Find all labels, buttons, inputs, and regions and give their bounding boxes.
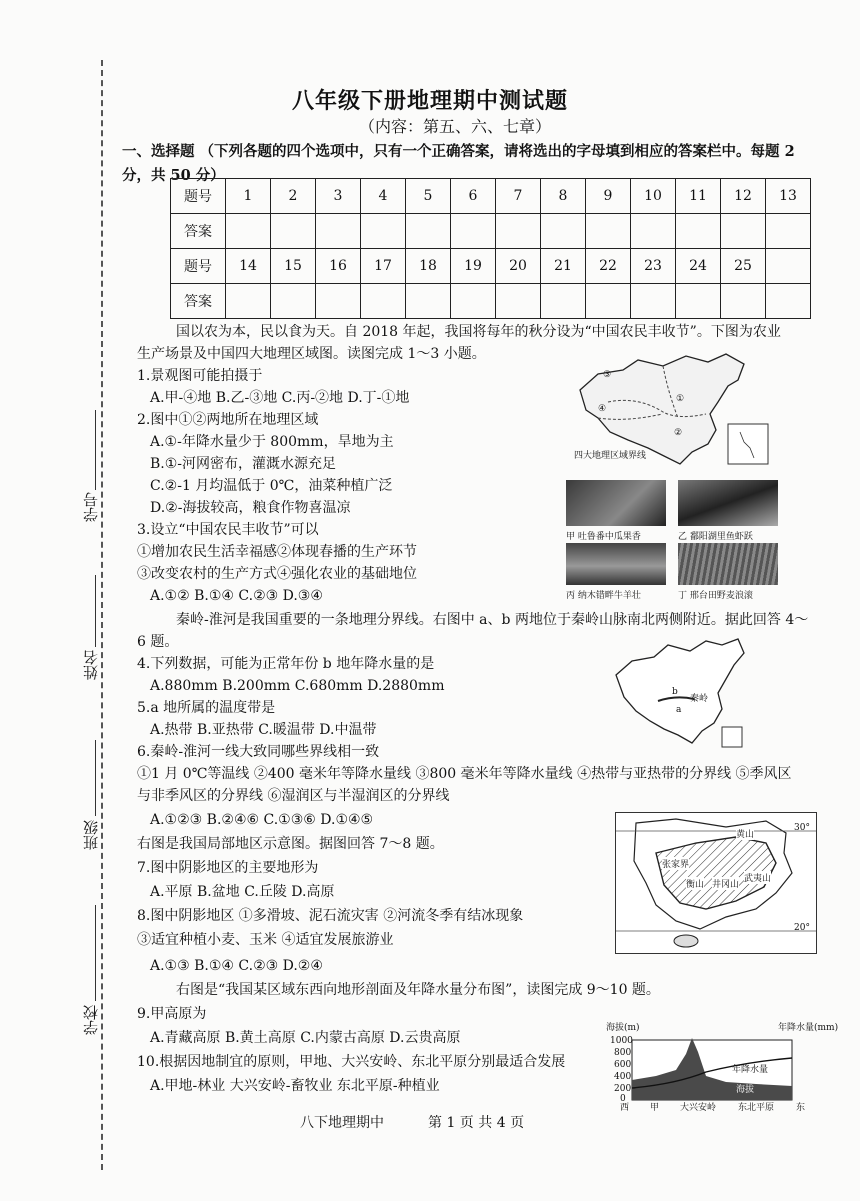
tick-label: 200 [614, 1084, 632, 1094]
right-axis-label: 年降水量(mm) [778, 1023, 839, 1033]
south-china-map [615, 812, 817, 954]
wuyishan-label: 武夷山 [744, 871, 771, 884]
question-number [766, 249, 811, 284]
answer-cell[interactable] [316, 214, 361, 249]
region-label-3: ③ [603, 370, 612, 380]
question-number: 21 [541, 249, 586, 284]
question-6-line-2: 与非季风区的分界线 ⑥湿润区与半湿润区的分界线 [137, 788, 450, 804]
intro-4: 右图是“我国某区域东西向地形剖面及年降水量分布图”，读图完成 9～10 题。 [176, 982, 660, 998]
table-row [171, 179, 811, 214]
qinling-label: 秦岭 [690, 694, 709, 704]
student-id-label: 学号 [82, 492, 100, 522]
answer-cell[interactable] [226, 214, 271, 249]
photo-bing [566, 543, 666, 585]
question-2-option-c: C.②-1 月均温低于 0℃，油菜种植广泛 [150, 478, 393, 494]
school-label: 学校 [82, 1005, 100, 1035]
answer-cell[interactable] [406, 214, 451, 249]
name-field[interactable] [95, 575, 96, 647]
page-subtitle: （内容：第五、六、七章） [358, 117, 551, 136]
tick-label: 400 [614, 1072, 632, 1082]
intro-1-line-2: 生产场景及中国四大地理区域图。读图完成 1～3 小题。 [137, 346, 486, 362]
question-8-line-2: ③适宜种植小麦、玉米 ④适宜发展旅游业 [137, 932, 394, 948]
question-5-options: A.热带 B.亚热带 C.暖温带 D.中温带 [150, 722, 377, 738]
class-field[interactable] [95, 740, 96, 816]
answer-cell[interactable] [541, 214, 586, 249]
answer-cell[interactable] [271, 284, 316, 319]
question-3-line-2: ③改变农村的生产方式④强化农业的基础地位 [137, 566, 417, 582]
region-label-2: ② [674, 428, 683, 438]
answer-cell[interactable] [361, 214, 406, 249]
qinling-map [610, 635, 750, 753]
point-a-label: a [676, 705, 682, 715]
question-1-options: A.甲-④地 B.乙-③地 C.丙-②地 D.丁-①地 [150, 390, 410, 406]
question-number: 20 [496, 249, 541, 284]
question-number: 25 [721, 249, 766, 284]
photo-ding-caption: 丁 邢台田野麦浪滚 [678, 591, 753, 601]
table-header-cell: 题号 [171, 249, 226, 284]
answer-cell[interactable] [406, 284, 451, 319]
point-b-label: b [672, 687, 678, 697]
china-regions-map [568, 352, 778, 472]
page-title: 八年级下册地理期中测试题 [291, 88, 568, 114]
region-label-1: ① [676, 394, 685, 404]
question-2-option-d: D.②-海拔较高，粮食作物喜温凉 [150, 500, 351, 516]
question-number: 15 [271, 249, 316, 284]
place-label: 甲 [650, 1103, 660, 1113]
question-3-options: A.①② B.①④ C.②③ D.③④ [150, 588, 323, 604]
question-2-option-a: A.①-年降水量少于 800mm，旱地为主 [150, 434, 394, 450]
class-label: 班级 [82, 820, 100, 850]
rain-series-label: 年降水量 [732, 1065, 769, 1075]
answer-cell[interactable] [541, 284, 586, 319]
question-number: 19 [451, 249, 496, 284]
answer-cell[interactable] [451, 214, 496, 249]
question-10-option-a: A.甲地-林业 大兴安岭-畜牧业 东北平原-种植业 [150, 1078, 440, 1094]
west-label: 西 [620, 1103, 630, 1113]
footer-title: 八下地理期中 [300, 1115, 384, 1131]
question-number: 7 [496, 179, 541, 214]
question-7-options: A.平原 B.盆地 C.丘陵 D.高原 [150, 884, 335, 900]
page-number: 第 1 页 共 4 页 [428, 1115, 525, 1131]
answer-cell[interactable] [676, 284, 721, 319]
photo-yi-caption: 乙 鄱阳湖里鱼虾跃 [678, 532, 753, 542]
question-9-options: A.青藏高原 B.黄土高原 C.内蒙古高原 D.云贵高原 [150, 1030, 461, 1046]
answer-cell[interactable] [226, 284, 271, 319]
name-label: 姓名 [82, 650, 100, 680]
binding-dashed-line [101, 60, 103, 1170]
answer-cell[interactable] [361, 284, 406, 319]
question-number: 11 [676, 179, 721, 214]
question-number: 4 [361, 179, 406, 214]
question-8-options: A.①③ B.①④ C.②③ D.②④ [150, 958, 323, 974]
question-4-options: A.880mm B.200mm C.680mm D.2880mm [150, 678, 445, 694]
question-3-line-1: ①增加农民生活幸福感②体现春播的生产环节 [137, 544, 417, 560]
answer-cell[interactable] [676, 214, 721, 249]
answer-cell[interactable] [586, 284, 631, 319]
altitude-series-label: 海拔 [736, 1085, 755, 1095]
table-row [171, 284, 811, 319]
question-number: 10 [631, 179, 676, 214]
answer-cell[interactable] [271, 214, 316, 249]
east-label: 东 [796, 1103, 806, 1113]
question-number: 9 [586, 179, 631, 214]
question-10-stem: 10.根据因地制宜的原则，甲地、大兴安岭、东北平原分别最适合发展 [137, 1054, 566, 1070]
answer-cell[interactable] [451, 284, 496, 319]
map-legend: 四大地理区域界线 [574, 451, 647, 461]
photo-jia-caption: 甲 吐鲁番中瓜果香 [566, 532, 641, 542]
answer-cell[interactable] [766, 284, 811, 319]
tick-label: 600 [614, 1060, 632, 1070]
photo-yi [678, 480, 778, 526]
zhangjiajie-label: 张家界 [662, 857, 689, 870]
question-2-option-b: B.①-河网密布，灌溉水源充足 [150, 456, 337, 472]
answer-cell[interactable] [721, 284, 766, 319]
answer-table [170, 178, 811, 319]
answer-cell[interactable] [766, 214, 811, 249]
table-row [171, 214, 811, 249]
question-number: 17 [361, 249, 406, 284]
question-3-stem: 3.设立“中国农民丰收节”可以 [137, 522, 319, 538]
question-number: 5 [406, 179, 451, 214]
photo-ding [678, 543, 778, 585]
question-6-stem: 6.秦岭-淮河一线大致同哪些界线相一致 [137, 744, 380, 760]
tick-label: 800 [614, 1048, 632, 1058]
question-4-stem: 4.下列数据，可能为正常年份 b 地年降水量的是 [137, 656, 435, 672]
answer-cell[interactable] [496, 284, 541, 319]
question-5-stem: 5.a 地所属的温度带是 [137, 700, 276, 716]
student-id-field[interactable] [95, 410, 96, 490]
question-number: 2 [271, 179, 316, 214]
intro-2-line-2: 6 题。 [137, 634, 179, 650]
question-number: 23 [631, 249, 676, 284]
answer-cell[interactable] [721, 214, 766, 249]
latitude-30-label: 30° [794, 823, 810, 833]
question-number: 6 [451, 179, 496, 214]
question-8-stem: 8.图中阴影地区 ①多滑坡、泥石流灾害 ②河流冬季有结冰现象 [137, 908, 524, 924]
answer-cell[interactable] [316, 284, 361, 319]
intro-1-line-1: 国以农为本，民以食为天。自 2018 年起，我国将每年的秋分设为“中国农民丰收节”。下图为农业 [176, 324, 781, 340]
question-number: 1 [226, 179, 271, 214]
question-7-stem: 7.图中阴影地区的主要地形为 [137, 860, 319, 876]
school-field[interactable] [95, 905, 96, 1001]
table-header-cell: 题号 [171, 179, 226, 214]
question-number: 12 [721, 179, 766, 214]
answer-cell[interactable] [631, 284, 676, 319]
left-axis-label: 海拔(m) [606, 1023, 640, 1033]
tick-label: 1000 [610, 1036, 633, 1046]
place-label: 大兴安岭 [680, 1103, 717, 1113]
question-number: 16 [316, 249, 361, 284]
question-number: 14 [226, 249, 271, 284]
question-1-stem: 1.景观图可能拍摄于 [137, 368, 263, 384]
region-label-4: ④ [598, 404, 607, 414]
table-header-cell: 答案 [171, 284, 226, 319]
photo-jia [566, 480, 666, 526]
china-outline-icon [610, 635, 750, 753]
question-number: 13 [766, 179, 811, 214]
question-number: 3 [316, 179, 361, 214]
latitude-20-label: 20° [794, 923, 810, 933]
answer-cell[interactable] [631, 214, 676, 249]
intro-3: 右图是我国局部地区示意图。据图回答 7～8 题。 [137, 836, 444, 852]
place-label: 东北平原 [738, 1103, 775, 1113]
photo-bing-caption: 丙 纳木错畔牛羊壮 [566, 591, 641, 601]
question-9-stem: 9.甲高原为 [137, 1006, 207, 1022]
answer-cell[interactable] [496, 214, 541, 249]
section-line-1: 一、选择题 （下列各题的四个选项中，只有一个正确答案，请将选出的字母填到相应的答案栏中。每题 2 [122, 143, 795, 160]
question-number: 8 [541, 179, 586, 214]
question-number: 24 [676, 249, 721, 284]
question-6-line-1: ①1 月 0℃等温线 ②400 毫米年等降水量线 ③800 毫米年等降水量线 ④热带与亚热带的分界线 ⑤季风区 [137, 766, 792, 782]
intro-2-line-1: 秦岭-淮河是我国重要的一条地理分界线。右图中 a、b 两地位于秦岭山脉南北两侧附近。据此回答 4～ [176, 612, 809, 628]
hengshan-label: 衡山 [686, 877, 704, 890]
question-2-stem: 2.图中①②两地所在地理区域 [137, 412, 319, 428]
table-header-cell: 答案 [171, 214, 226, 249]
table-row [171, 249, 811, 284]
question-number: 22 [586, 249, 631, 284]
tick-label: 0 [620, 1094, 626, 1104]
jinggangshan-label: 井冈山 [712, 877, 739, 890]
question-number: 18 [406, 249, 451, 284]
question-6-options: A.①②③ B.②④⑥ C.①③⑥ D.①④⑤ [150, 812, 374, 828]
section-line-2: 分，共 50 分） [122, 167, 225, 184]
huangshan-label: 黄山 [736, 827, 754, 840]
terrain-profile-chart [606, 1018, 839, 1113]
answer-cell[interactable] [586, 214, 631, 249]
